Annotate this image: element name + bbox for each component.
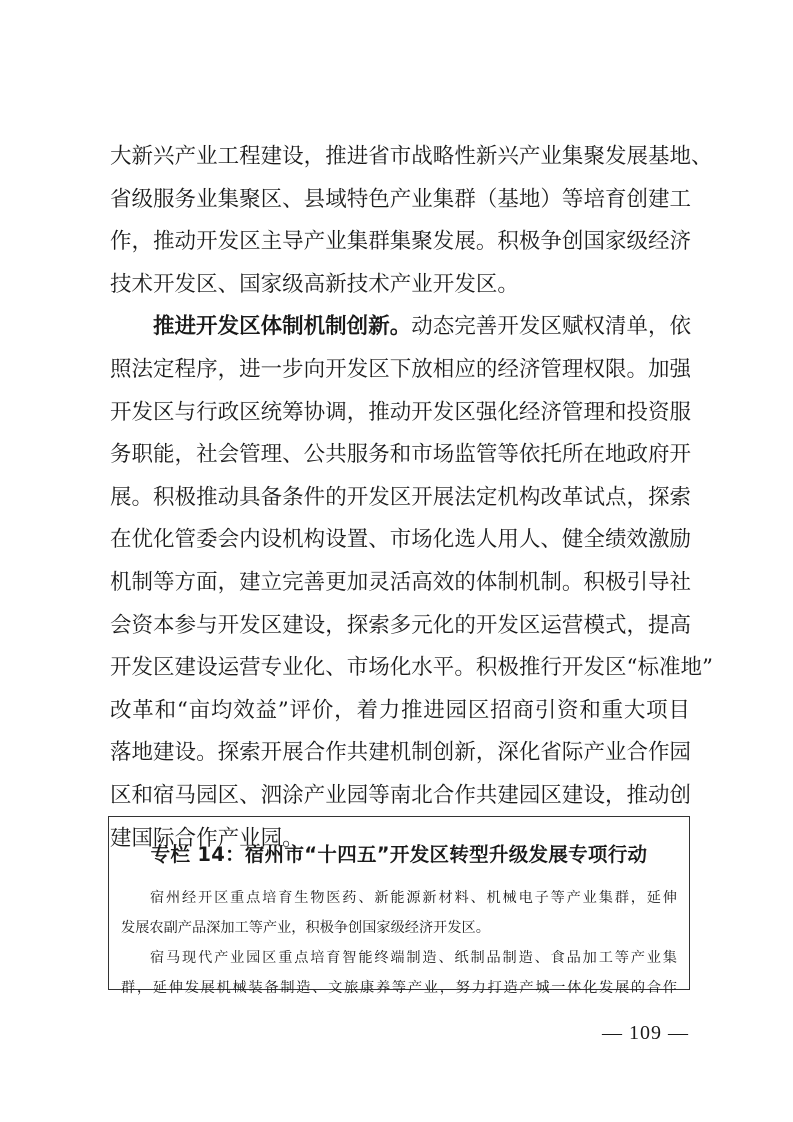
text-line: 大新兴产业工程建设，推进省市战略性新兴产业集聚发展基地、 — [110, 144, 713, 169]
text-line: 落地建设。探索开展合作共建机制创新，深化省际产业合作园 — [110, 740, 692, 766]
text-line: 机制等方面，建立完善更加灵活高效的体制机制。积极引导社 — [110, 569, 692, 595]
text-line: 技术开发区、国家级高新技术产业开发区。 — [110, 271, 519, 297]
text-line: 开发区建设运营专业化、市场化水平。积极推行开发区“标准地” — [110, 655, 714, 681]
box-line: 宿马现代产业园区重点培育智能终端制造、纸制品制造、食品加工等产业集 — [150, 950, 677, 966]
box-title: 专栏 14：宿州市“十四五”开发区转型升级发展专项行动 — [150, 843, 648, 866]
box-line: 宿州经开区重点培育生物医药、新能源新材料、机械电子等产业集群，延伸 — [150, 890, 677, 906]
text-line: 照法定程序，进一步向开发区下放相应的经济管理权限。加强 — [110, 356, 692, 382]
text-line: 改革和“亩均效益”评价，着力推进园区招商引资和重大项目 — [110, 697, 690, 723]
text-line: 会资本参与开发区建设，探索多元化的开发区运营模式，提高 — [110, 612, 692, 638]
paragraph-text: 动态完善开发区赋权清单，依 — [411, 314, 692, 340]
text-line: 务职能，社会管理、公共服务和市场监管等依托所在地政府开 — [110, 442, 692, 468]
text-line: 开发区与行政区统筹协调，推动开发区强化经济管理和投资服 — [110, 399, 692, 425]
paragraph-first-line — [110, 306, 690, 349]
text-line: 区和宿马园区、泗涂产业园等南北合作共建园区建设，推动创 — [110, 782, 692, 808]
paragraph-heading: 推进开发区体制机制创新。 — [153, 314, 412, 340]
page-number: — 109 — — [602, 1022, 689, 1044]
special-column-box — [108, 816, 690, 996]
text-line: 建国际合作产业园。 — [110, 825, 304, 851]
box-body — [121, 883, 677, 1003]
box-line: 群，延伸发展机械装备制造、文旅康养等产业，努力打造产城一体化发展的合作 — [121, 980, 677, 996]
text-line: 作，推动开发区主导产业集群集聚发展。积极争创国家级经济 — [110, 229, 692, 255]
text-line: 省级服务业集聚区、县域特色产业集群（基地）等培育创建工 — [110, 186, 692, 212]
body-text — [110, 136, 714, 860]
text-line: 展。积极推动具备条件的开发区开展法定机构改革试点，探索 — [110, 484, 692, 510]
box-line: 发展农副产品深加工等产业，积极争创国家级经济开发区。 — [121, 920, 490, 936]
text-line: 在优化管委会内设机构设置、市场化选人用人、健全绩效激励 — [110, 527, 692, 553]
